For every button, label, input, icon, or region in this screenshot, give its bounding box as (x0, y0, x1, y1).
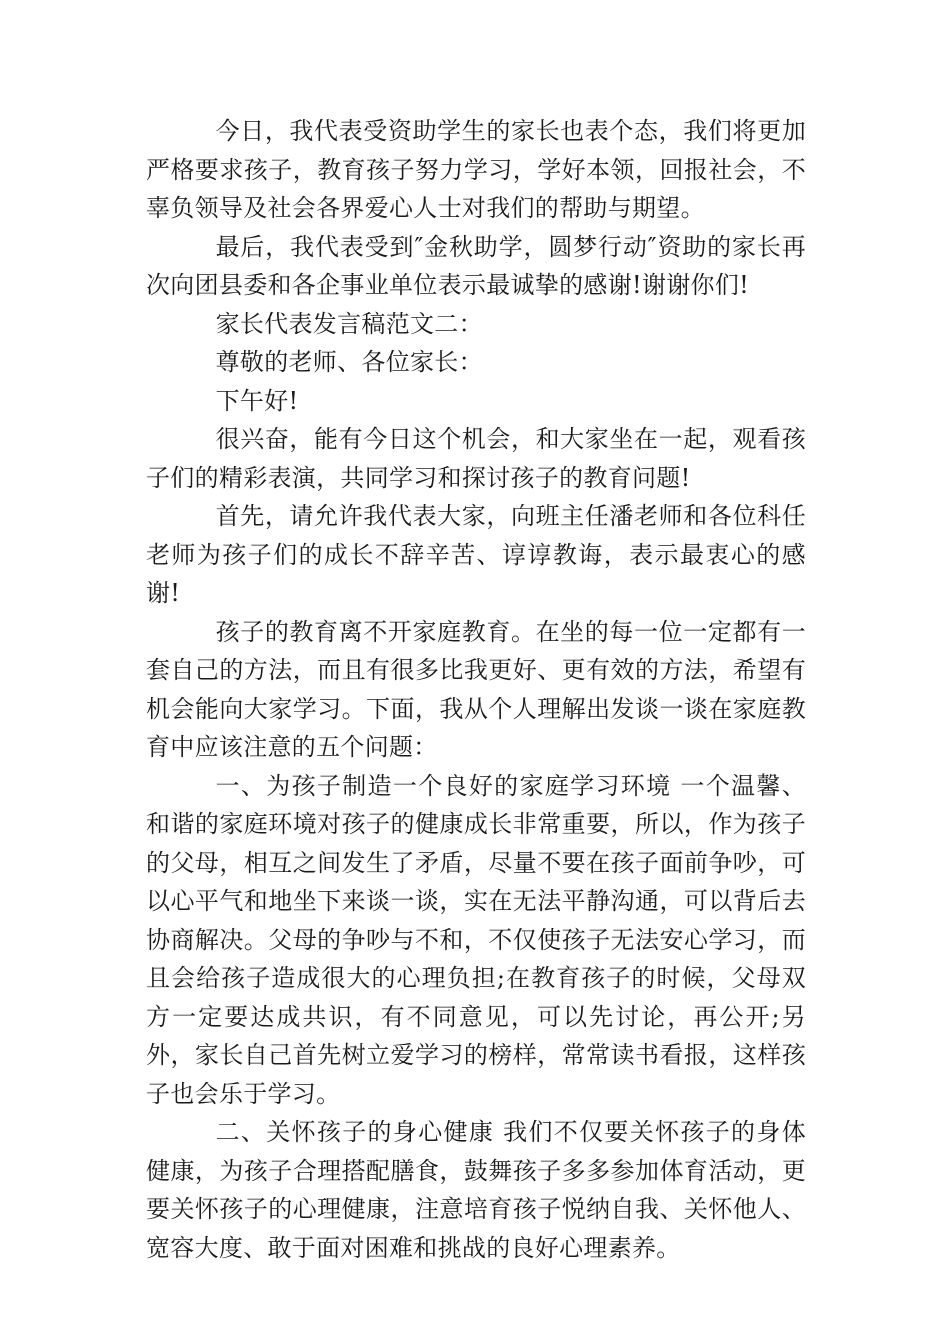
paragraph-gratitude: 首先，请允许我代表大家，向班主任潘老师和各位科任老师为孩子们的成长不辞辛苦、谆谆教诲，表示最衷心的感谢! (146, 502, 806, 607)
paragraph-point-two: 二、关怀孩子的身心健康 我们不仅要关怀孩子的身体健康，为孩子合理搭配膳食，鼓舞孩子多多参加体育活动，更要关怀孩子的心理健康，注意培育孩子悦纳自我、关怀他人、宽容大度、敢于面对困难和挑战的良好心理素养。 (146, 1118, 806, 1262)
paragraph-family-education: 孩子的教育离不开家庭教育。在坐的每一位一定都有一套自己的方法，而且有很多比我更好、更有效的方法，希望有机会能向大家学习。下面，我从个人理解出发谈一谈在家庭教育中应该注意的五个问题： (146, 617, 806, 761)
paragraph-opening: 很兴奋，能有今日这个机会，和大家坐在一起，观看孩子们的精彩表演，共同学习和探讨孩子的教育问题! (146, 425, 806, 492)
section-heading: 家长代表发言稿范文二： (215, 309, 483, 338)
greeting: 下午好! (215, 386, 299, 415)
document-body (146, 112, 806, 1267)
paragraph-commitment: 今日，我代表受资助学生的家长也表个态，我们将更加严格要求孩子，教育孩子努力学习，学好本领，回报社会，不辜负领导及社会各界爱心人士对我们的帮助与期望。 (146, 117, 806, 222)
salutation: 尊敬的老师、各位家长： (215, 348, 483, 376)
paragraph-point-one: 一、为孩子制造一个良好的家庭学习环境 一个温馨、和谐的家庭环境对孩子的健康成长非常重要，所以，作为孩子的父母，相互之间发生了矛盾，尽量不要在孩子面前争吵，可以心平气和地坐下来谈一谈，实在无法平静沟通，可以背后去协商解决。父母的争吵与不和，不仅使孩子无法安心学习，而且会给孩子造成很大的心理负担;在教育孩子的时候，父母双方一定要达成共识，有不同意见，可以先讨论，再公开;另外，家长自己首先树立爱学习的榜样，常常读书看报，这样孩子也会乐于学习。 (146, 771, 806, 1108)
paragraph-thanks: 最后，我代表受到″金秋助学，圆梦行动″资助的家长再次向团县委和各企事业单位表示最诚挚的感谢!谢谢你们! (146, 232, 806, 299)
